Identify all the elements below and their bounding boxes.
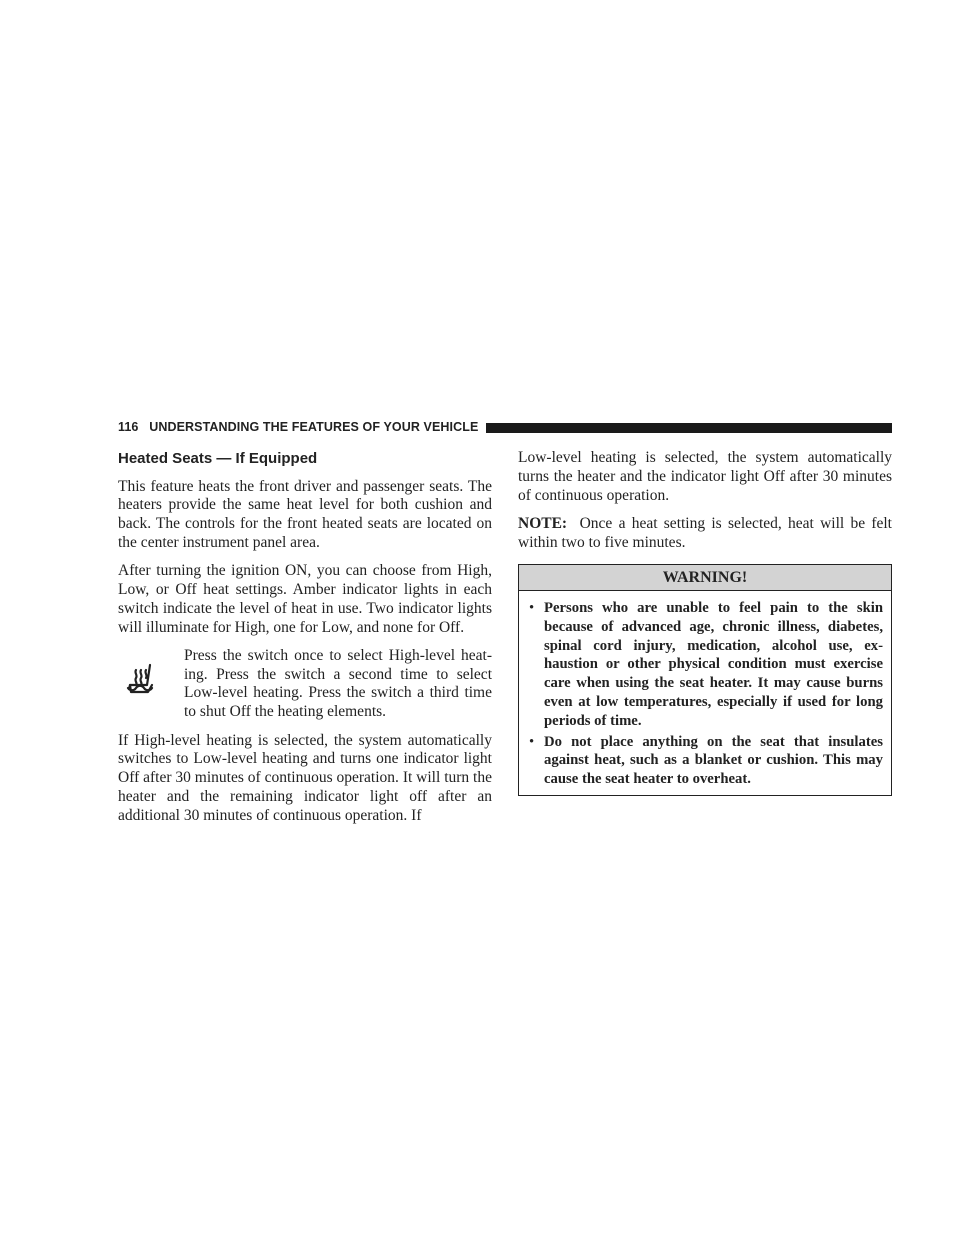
section-heading: Heated Seats — If Equipped — [118, 450, 318, 467]
left-column — [118, 449, 492, 835]
note-text: Once a heat setting is selected, heat will be felt within two to five minutes. — [518, 514, 892, 551]
high-level-paragraph: If High-level heating is selected, the system automatically switches to Low-level heating and turns one indicator light Off after 30 minutes of continuous operation. It will turn the heater and the remaining indicator light off after an additional 30 minutes of continuous operation. If — [118, 731, 492, 824]
right-column — [518, 449, 892, 562]
warning-item — [527, 599, 883, 731]
intro-paragraph: This feature heats the front driver and passenger seats. The heaters provide the same heat level for both cushion and back. The controls for the front heated seats are located on the center instrument panel area. — [118, 477, 492, 551]
note-label: NOTE: — [518, 514, 568, 532]
bullet-icon: • — [529, 733, 535, 750]
settings-paragraph: After turning the ignition ON, you can choose from High, Low, or Off heat settings. Amber indicator lights in each switch indicate the level of heat in use. Two indicator lights will illuminate for High, one for Low, and none for Off. — [118, 562, 492, 636]
warning-box — [518, 564, 892, 796]
warning-title: WARNING! — [519, 565, 891, 591]
switch-instruction-block — [118, 647, 492, 722]
section-title: UNDERSTANDING THE FEATURES OF YOUR VEHICLE — [149, 420, 479, 434]
page-header — [118, 418, 892, 438]
header-text — [118, 420, 478, 434]
page-number: 116 — [118, 420, 139, 434]
switch-instruction-text: Press the switch once to select High-level heating. Press the switch a second time to select Low-level heating. Press the switch a third time to shut Off the heating elements. — [184, 646, 492, 721]
warning-list — [519, 591, 891, 789]
low-level-paragraph: Low-level heating is selected, the system automatically turns the heater and the indicator light Off after 30 minutes of continuous operation. — [518, 449, 892, 504]
header-rule — [486, 423, 892, 433]
warning-item-text: Persons who are unable to feel pain to the skin because of advanced age, chronic illness, diabetes, spinal cord injury, medication, alcohol use, exhaustion or other physical condition must exercise care when using the seat heater. It may cause burns even at low temperatures, especially if used for long periods of time. — [544, 600, 883, 729]
bullet-icon: • — [529, 600, 535, 616]
warning-item-text: Do not place anything on the seat that insulates against heat, such as a blanket or cushion. This may cause the seat heater to overheat. — [544, 733, 883, 788]
note-paragraph — [518, 515, 892, 553]
heated-seat-icon — [126, 661, 160, 701]
warning-item — [527, 733, 883, 789]
